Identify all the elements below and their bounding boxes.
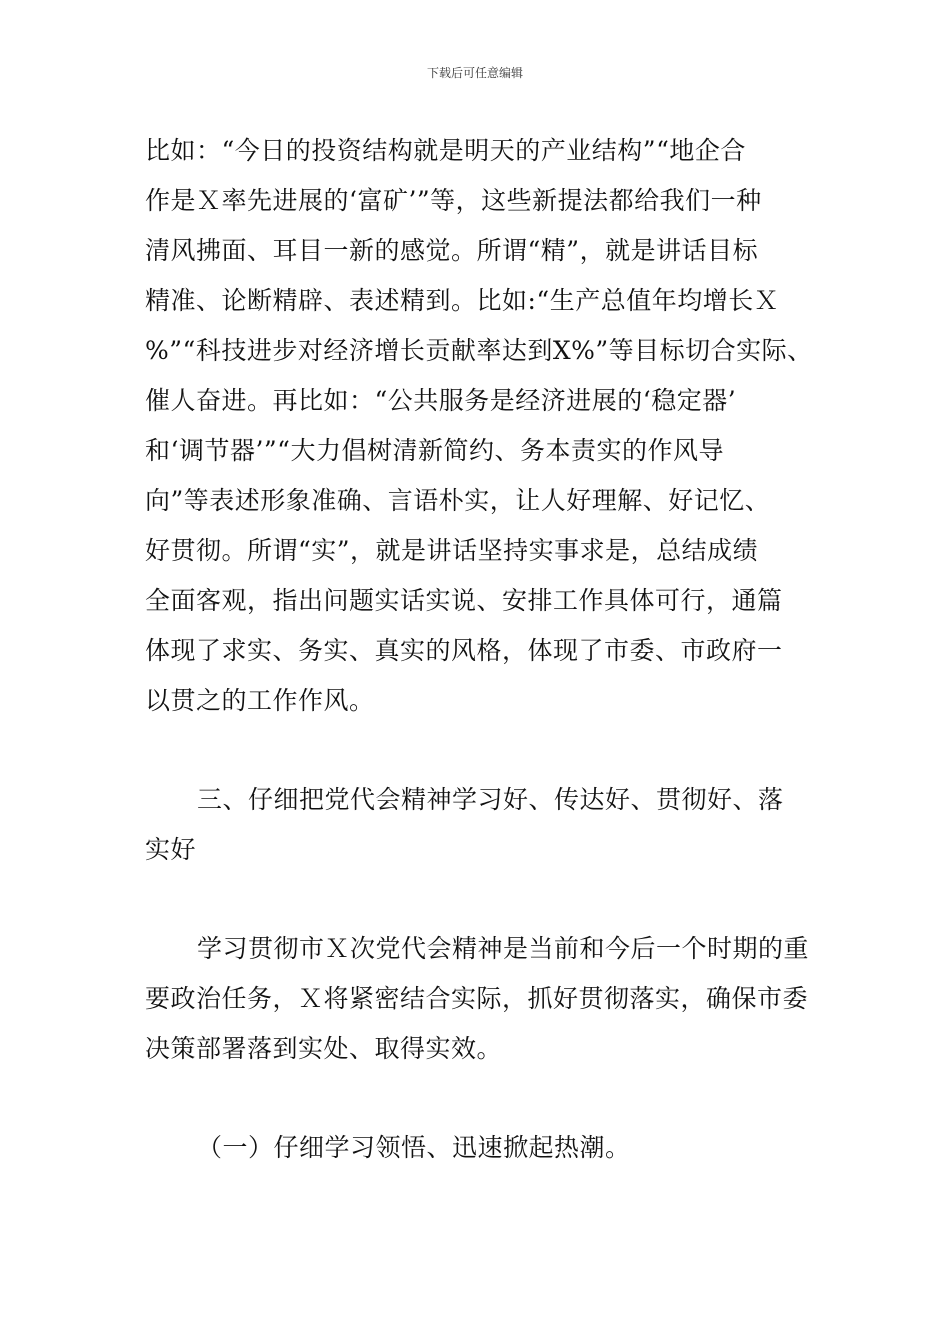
paragraph-line: 体现了求实、务实、真实的风格，体现了市委、市政府一 — [145, 636, 783, 665]
header-note: 下载后可任意编辑 — [426, 66, 523, 80]
paragraph-line: 以贯之的工作作风。 — [145, 686, 375, 715]
paragraph-line: 精准、论断精辟、表述精到。比如:“生产总值年均增长Ｘ — [145, 286, 780, 315]
paragraph-line: 和‘调节器’”“大力倡树清新简约、务本责实的作风导 — [145, 436, 724, 465]
paragraph-line: 比如：“今日的投资结构就是明天的产业结构”“地企合 — [145, 136, 746, 165]
paragraph-line: 向”等表述形象准确、言语朴实，让人好理解、好记忆、 — [145, 486, 771, 515]
paragraph-line: 要政治任务，Ｘ将紧密结合实际，抓好贯彻落实，确保市委 — [145, 984, 809, 1013]
paragraph-line: 催人奋进。再比如：“公共服务是经济进展的‘稳定器’ — [145, 386, 737, 415]
paragraph-line: %”“科技进步对经济增长贡献率达到X%”等目标切合实际、 — [145, 336, 813, 365]
paragraph-line: 决策部署落到实处、取得实效。 — [145, 1034, 503, 1063]
paragraph-line: 学习贯彻市Ｘ次党代会精神是当前和今后一个时期的重 — [197, 934, 810, 963]
paragraph-line: 清风拂面、耳目一新的感觉。所谓“精”，就是讲话目标 — [145, 236, 759, 265]
paragraph-line: 作是Ｘ率先进展的‘富矿’”等，这些新提法都给我们一种 — [145, 186, 762, 215]
heading-line: 实好 — [145, 835, 197, 864]
paragraph-line: 全面客观，指出问题实话实说、安排工作具体可行，通篇 — [145, 586, 783, 615]
subheading-1: （一）仔细学习领悟、迅速掀起热潮。 — [197, 1133, 631, 1162]
paragraph-line: 好贯彻。所谓“实”，就是讲话坚持实事求是，总结成绩 — [145, 536, 759, 565]
heading-line: 三、仔细把党代会精神学习好、传达好、贯彻好、落 — [197, 785, 784, 814]
